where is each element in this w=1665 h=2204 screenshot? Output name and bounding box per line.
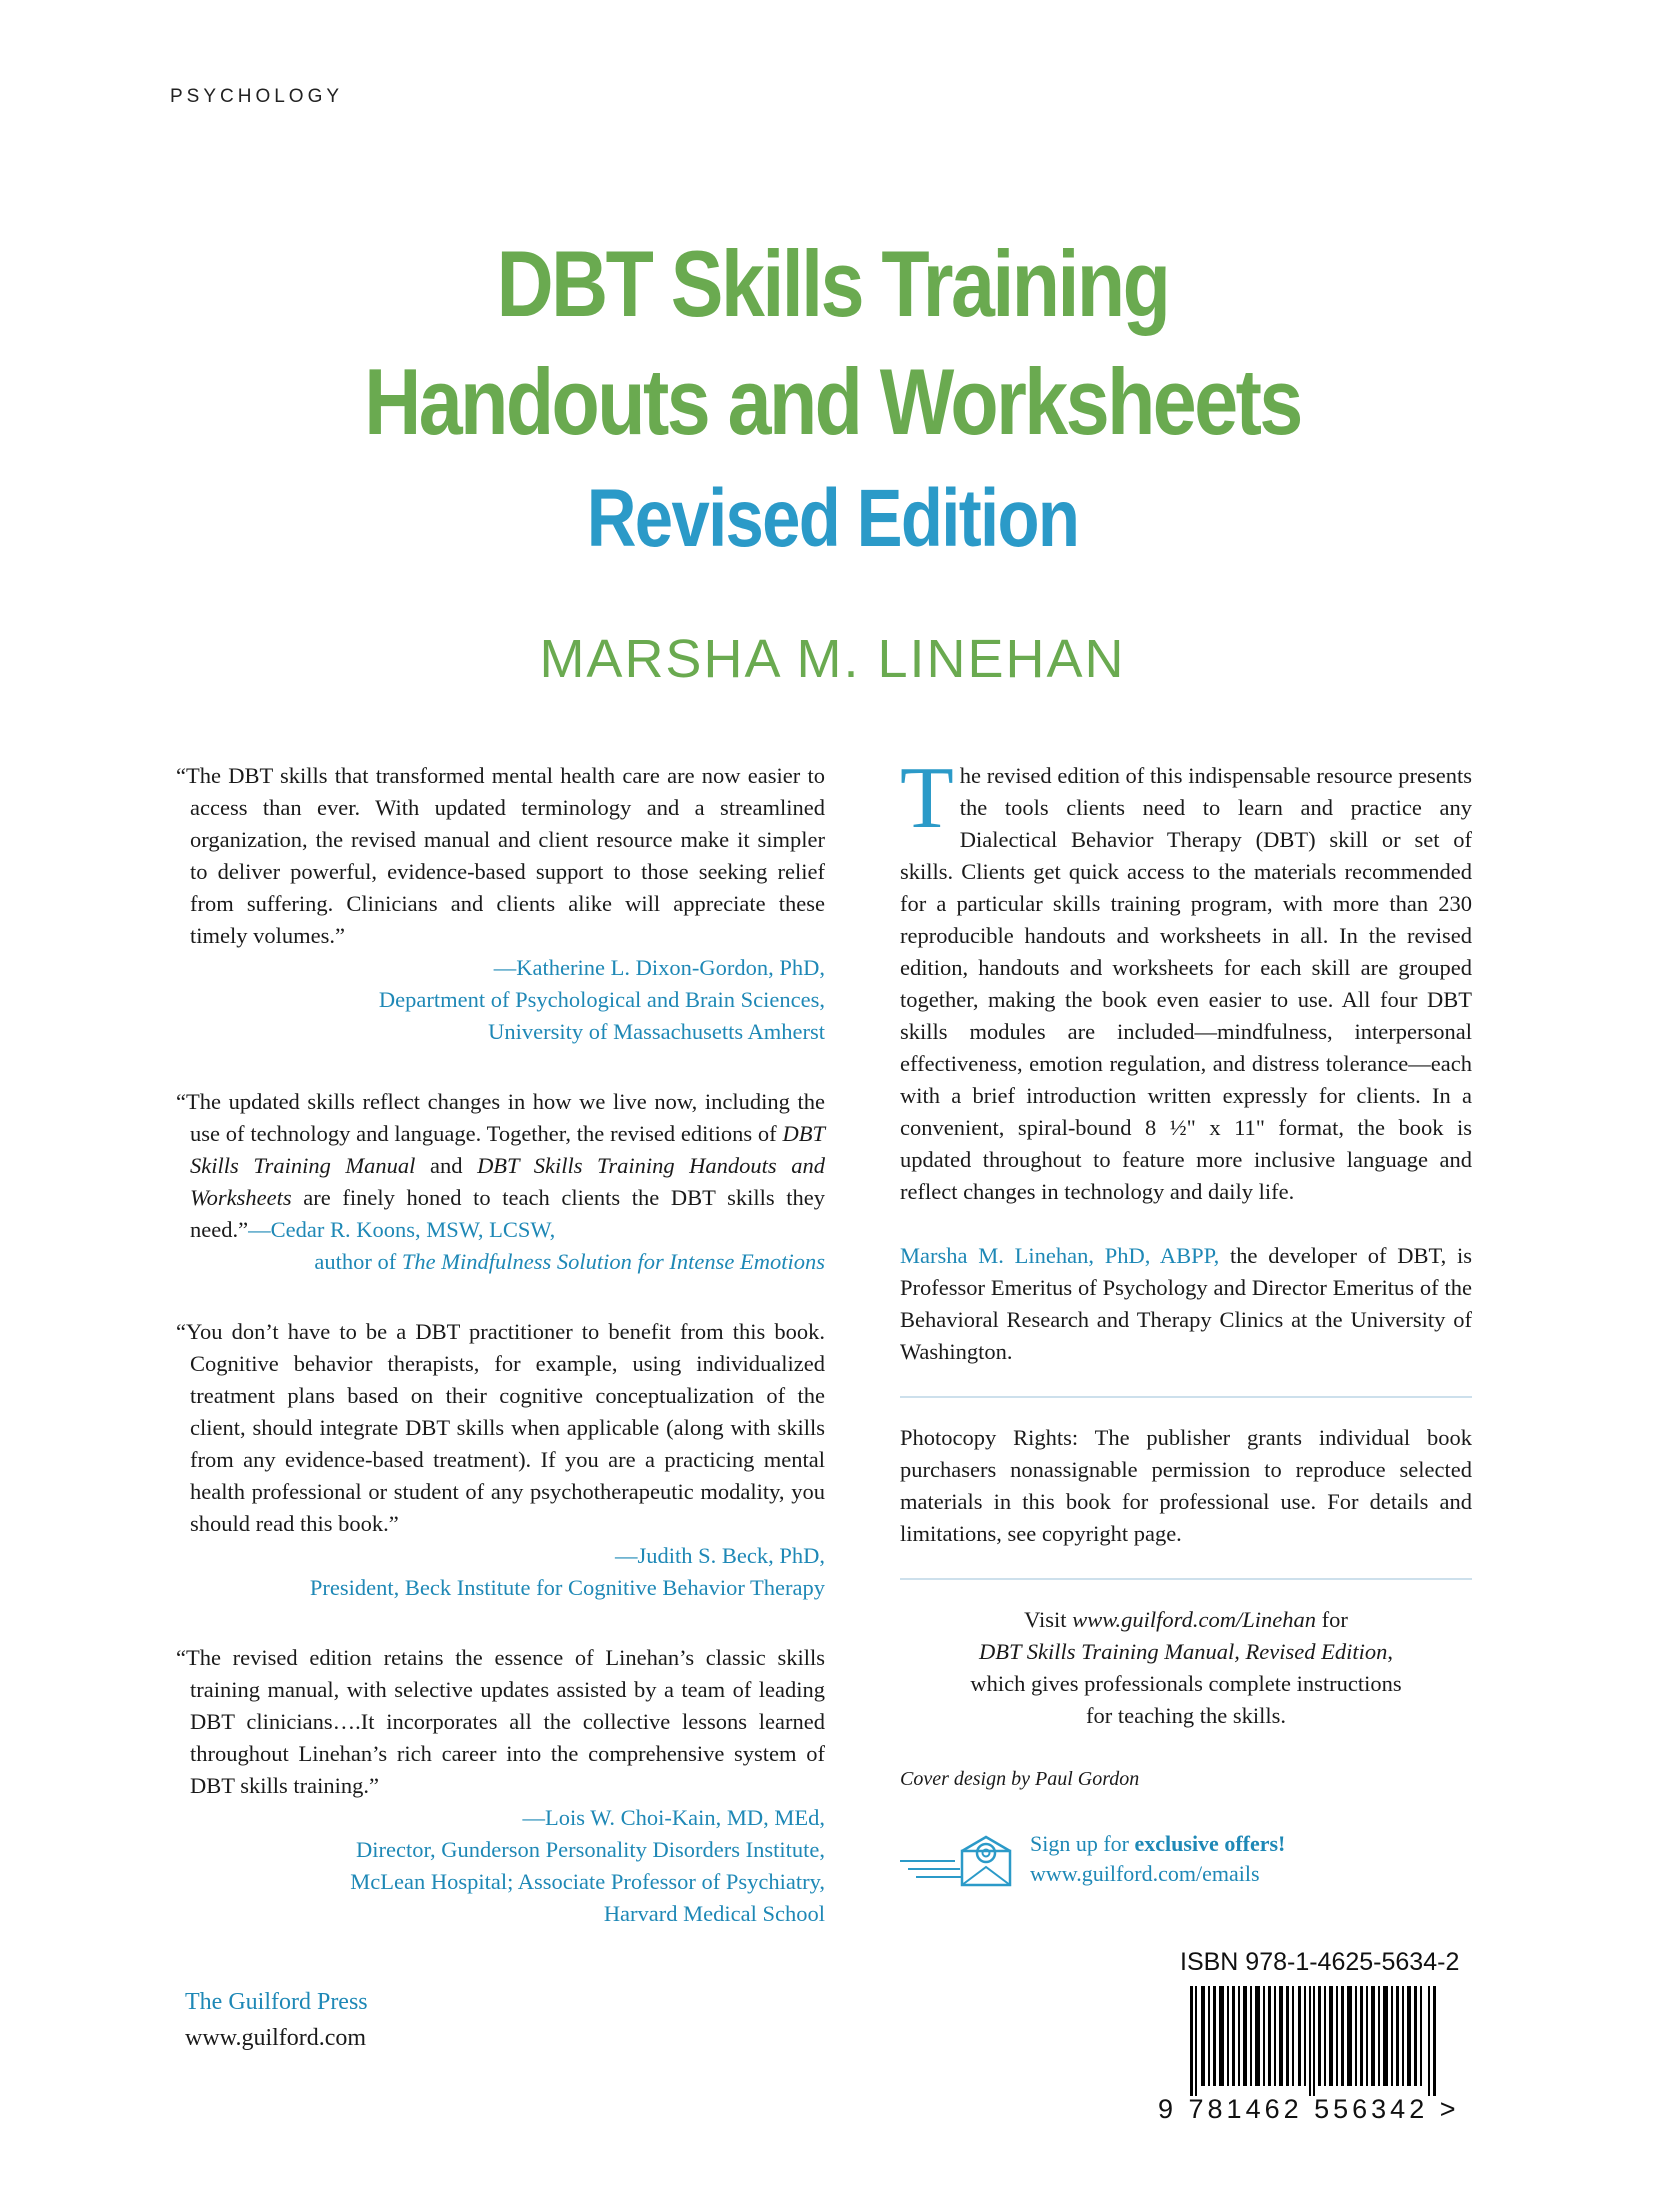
endorsement-attribution: McLean Hospital; Associate Professor of Psychiatry, xyxy=(350,1869,825,1894)
author-bio: Marsha M. Linehan, PhD, ABPP, the developer of DBT, is Professor Emeritus of Psychology and Director Emeritus of the Behavioral Research and Therapy Clinics at the University of Washington. xyxy=(900,1243,1472,1364)
endorsement-1 xyxy=(170,760,825,1048)
endorsement-attribution: University of Massachusetts Amherst xyxy=(488,1019,825,1044)
description-column xyxy=(900,750,1472,1891)
endorsement-text: “The DBT skills that transformed mental health care are now easier to access than ever. With updated terminology and a streamlined organization, the revised manual and client resource make it simpler to deliver powerful, evidence-based support to those seeking relief from suffering. Clinicians and clients alike will appreciate these timely volumes.” xyxy=(176,763,825,948)
publisher-url[interactable]: www.guilford.com xyxy=(185,2025,367,2051)
endorsement-attribution: Department of Psychological and Brain Sciences, xyxy=(378,987,825,1012)
publisher-name: The Guilford Press xyxy=(185,1989,368,2015)
signup-promo[interactable] xyxy=(900,1831,1472,1891)
endorsement-3 xyxy=(170,1316,825,1604)
endorsement-attribution: President, Beck Institute for Cognitive Behavior Therapy xyxy=(309,1575,825,1600)
title-block xyxy=(0,225,1665,569)
endorsement-text: “The revised edition retains the essence of Linehan’s classic skills training manual, with selective updates assisted by a team of leading DBT clinicians….It incorporates all the collective lessons learned throughout Linehan’s rich career into the comprehensive system of DBT skills training.” xyxy=(176,1645,825,1798)
endorsement-4 xyxy=(170,1642,825,1930)
author-name: MARSHA M. LINEHAN xyxy=(539,629,1126,689)
book-title-line-1: DBT Skills Training xyxy=(496,231,1169,336)
endorsement-text: “You don’t have to be a DBT practitioner to benefit from this book. Cognitive behavior therapists, for example, using individualized treatment plans based on their cognitive conceptualization of the client, should integrate DBT skills when applicable (along with skills from any evidence-based treatment). If you are a practicing mental health professional or student of any psychotherapeutic modality, you should read this book.” xyxy=(176,1319,825,1536)
endorsement-attribution: —Cedar R. Koons, MSW, LCSW, xyxy=(248,1217,556,1242)
endorsements-column xyxy=(170,760,825,1930)
endorsement-attribution: author of The Mindfulness Solution for Intense Emotions xyxy=(314,1249,825,1274)
book-description: The revised edition of this indispensable resource presents the tools clients need to learn and practice any Dialectical Behavior Therapy (DBT) skill or set of skills. Clients get quick access to the materials recommended for a particular skills training program, with more than 230 reproducible handouts and worksheets in all. In the revised edition, handouts and worksheets for each skill are grouped together, making the book even easier to use. All four DBT skills modules are included—mindfulness, interpersonal effectiveness, emotion regulation, and distress tolerance—each with a brief introduction written expressly for clients. In a convenient, spiral-bound 8 ½" x 11" format, the book is updated throughout to feature more inclusive language and reflect changes in technology and daily life. xyxy=(900,750,1472,1204)
endorsement-attribution: Director, Gunderson Personality Disorders Institute, xyxy=(355,1837,825,1862)
visit-link[interactable]: www.guilford.com/Linehan xyxy=(1072,1607,1316,1632)
divider xyxy=(900,1396,1472,1398)
barcode-icon xyxy=(1190,1986,1440,2096)
endorsement-2 xyxy=(170,1086,825,1278)
signup-link[interactable]: www.guilford.com/emails xyxy=(1030,1861,1260,1886)
category-label: PSYCHOLOGY xyxy=(170,86,344,107)
endorsement-text: “The updated skills reflect changes in how we live now, including the use of technology and language. Together, the revised editions of DBT Skills Training Manual and DBT Skills Training Handouts and Worksheets are finely honed to teach clients the DBT skills they need.”—Cedar R. Koons, MSW, LCSW, xyxy=(176,1089,825,1242)
book-subtitle: Revised Edition xyxy=(586,473,1079,564)
barcode-digits: 9 781462 556342 > xyxy=(1158,2094,1460,2124)
divider xyxy=(900,1578,1472,1580)
endorsement-attribution: —Judith S. Beck, PhD, xyxy=(614,1543,825,1568)
photocopy-rights: Photocopy Rights: The publisher grants individual book purchasers nonassignable permission to reproduce selected materials in this book for professional use. For details and limitations, see copyright page. xyxy=(900,1425,1472,1546)
cover-credit: Cover design by Paul Gordon xyxy=(900,1768,1140,1790)
author-bio-name: Marsha M. Linehan, PhD, ABPP, xyxy=(900,1243,1220,1268)
endorsement-attribution: —Katherine L. Dixon-Gordon, PhD, xyxy=(493,955,825,980)
visit-notice: Visit www.guilford.com/Linehan for DBT Skills Training Manual, Revised Edition, which gives professionals complete instructions for teaching the skills. xyxy=(970,1607,1402,1728)
endorsement-attribution: Harvard Medical School xyxy=(603,1901,825,1926)
book-title-line-2: Handouts and Worksheets xyxy=(364,349,1301,454)
publisher-block xyxy=(185,1984,368,2056)
endorsement-attribution: —Lois W. Choi-Kain, MD, MEd, xyxy=(522,1805,825,1830)
drop-cap: T xyxy=(900,750,954,847)
email-signup-icon xyxy=(900,1831,1015,1891)
isbn: ISBN 978-1-4625-5634-2 xyxy=(1180,1948,1460,1976)
signup-text: Sign up for exclusive offers! www.guilford.com/emails xyxy=(1030,1829,1285,1889)
